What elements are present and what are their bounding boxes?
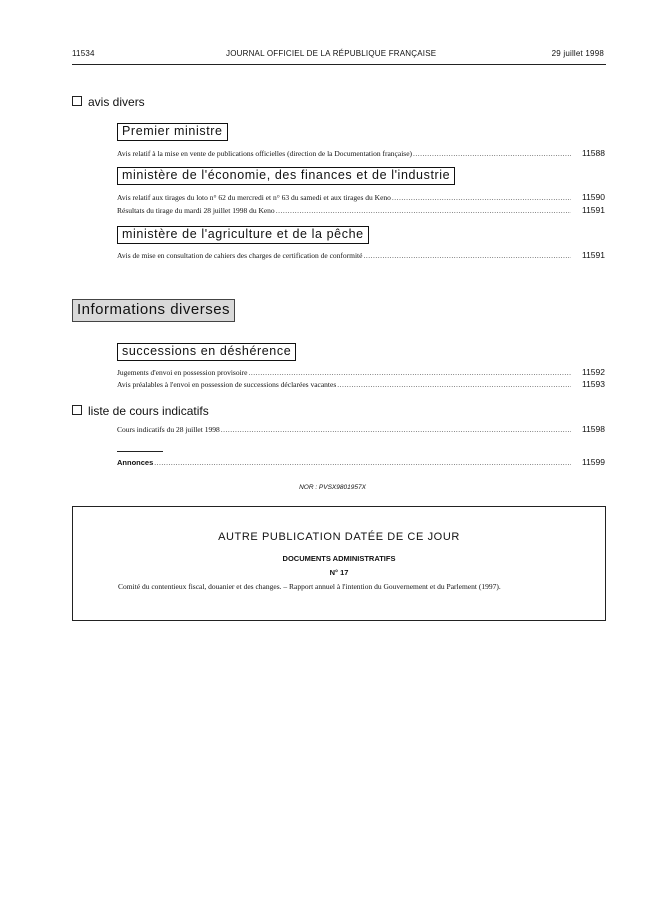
dot-leader — [363, 251, 571, 261]
dot-leader — [413, 149, 571, 159]
dot-leader — [221, 425, 571, 435]
toc-entry[interactable] — [117, 379, 605, 390]
entry-text: Avis préalables à l'envoi en possession de successions déclarées vacantes — [117, 380, 337, 389]
entry-text: Résultats du tirage du mardi 28 juillet 1998 du Keno — [117, 206, 275, 215]
dot-leader — [154, 458, 571, 468]
separator-rule — [117, 451, 163, 452]
publication-number: N° 17 — [329, 568, 349, 577]
group-title-premier-ministre: Premier ministre — [117, 123, 228, 141]
toc-entry[interactable] — [117, 205, 605, 216]
group-title-successions: successions en déshérence — [117, 343, 296, 361]
dot-leader — [249, 368, 571, 378]
journal-title: JOURNAL OFFICIEL DE LA RÉPUBLIQUE FRANÇAISE — [226, 49, 437, 58]
toc-entry[interactable] — [117, 250, 605, 261]
entry-text: Avis de mise en consultation de cahiers des charges de certification de conformité — [117, 251, 363, 260]
section-heading: avis divers — [88, 95, 145, 109]
dot-leader — [392, 193, 571, 203]
section-avis-divers — [72, 95, 145, 109]
toc-entry-annonces[interactable] — [117, 457, 605, 468]
nor-reference: NOR : PVSX9801957X — [299, 484, 366, 491]
toc-entry[interactable] — [117, 192, 605, 203]
header-rule — [72, 64, 606, 65]
section-banner-informations-diverses: Informations diverses — [72, 299, 235, 322]
checkbox-icon — [72, 96, 82, 106]
entry-text: Avis relatif aux tirages du loto n° 62 du mercredi et n° 63 du samedi et aux tirages du Keno — [117, 193, 391, 202]
entry-page: 11588 — [581, 148, 605, 158]
publication-subtitle: DOCUMENTS ADMINISTRATIFS — [282, 554, 396, 563]
entry-text: Avis relatif à la mise en vente de publications officielles (direction de la Documentation française) — [117, 149, 413, 158]
entry-page: 11591 — [581, 205, 605, 215]
publication-description: Comité du contentieux fiscal, douanier et des changes. – Rapport annuel à l'intention du Gouvernement et du Parlement (1997). — [118, 582, 501, 591]
entry-page: 11593 — [581, 379, 605, 389]
section-heading: liste de cours indicatifs — [88, 404, 209, 418]
entry-page: 11590 — [581, 192, 605, 202]
header-date: 29 juillet 1998 — [551, 49, 604, 58]
checkbox-icon — [72, 405, 82, 415]
publication-title: AUTRE PUBLICATION DATÉE DE CE JOUR — [218, 531, 460, 543]
entry-text: Annonces — [117, 458, 154, 467]
entry-page: 11592 — [581, 367, 605, 377]
group-title-ministere-economie: ministère de l'économie, des finances et de l'industrie — [117, 167, 455, 185]
section-liste-cours — [72, 404, 209, 418]
dot-leader — [337, 380, 571, 390]
entry-page: 11591 — [581, 250, 605, 260]
entry-text: Cours indicatifs du 28 juillet 1998 — [117, 425, 220, 434]
dot-leader — [276, 206, 571, 216]
page-number: 11534 — [72, 49, 95, 58]
toc-entry[interactable] — [117, 148, 605, 159]
toc-entry[interactable] — [117, 367, 605, 378]
entry-text: Jugements d'envoi en possession provisoire — [117, 368, 248, 377]
entry-page: 11599 — [581, 457, 605, 467]
entry-page: 11598 — [581, 424, 605, 434]
autre-publication-box — [72, 506, 606, 621]
group-title-ministere-agriculture: ministère de l'agriculture et de la pêche — [117, 226, 369, 244]
toc-entry[interactable] — [117, 424, 605, 435]
